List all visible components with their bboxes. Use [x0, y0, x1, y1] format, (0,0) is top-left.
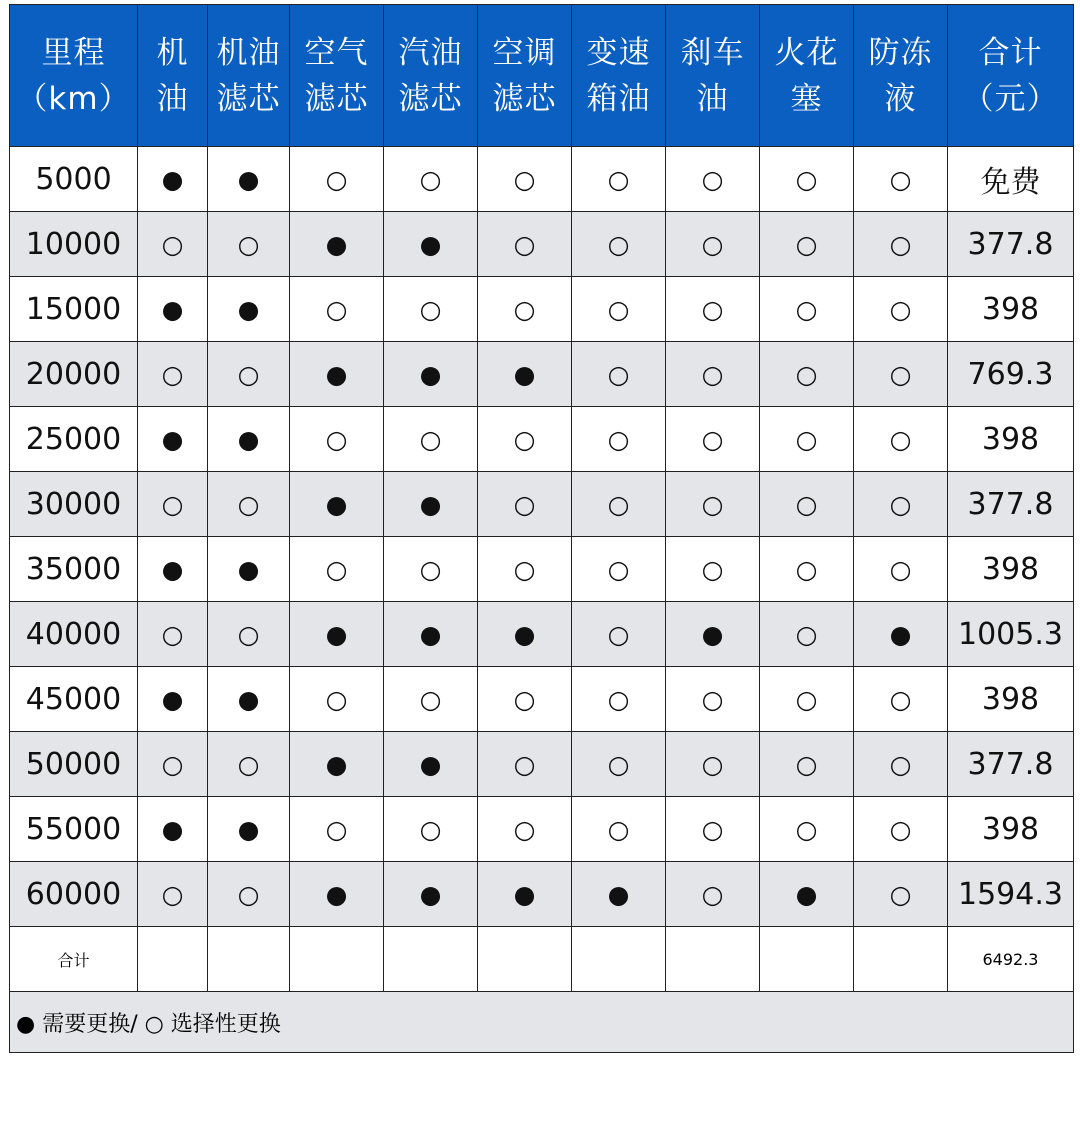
service-mark-engine-oil: ● [138, 407, 208, 472]
header-oil-filter [208, 5, 290, 147]
service-mark-brake-fluid: ○ [666, 342, 760, 407]
empty-cell [138, 927, 208, 992]
mileage-cell: 55000 [10, 797, 138, 862]
mileage-cell: 60000 [10, 862, 138, 927]
service-mark-transmission-oil: ○ [572, 667, 666, 732]
mileage-cell: 20000 [10, 342, 138, 407]
empty-cell [854, 927, 948, 992]
mileage-cell: 30000 [10, 472, 138, 537]
service-mark-fuel-filter: ○ [384, 667, 478, 732]
service-mark-spark-plug: ○ [760, 147, 854, 212]
service-mark-transmission-oil: ● [572, 862, 666, 927]
maintenance-table [9, 4, 1074, 1053]
header-line: 油 [156, 80, 189, 117]
header-brake-fluid [666, 5, 760, 147]
cost-cell: 398 [948, 407, 1074, 472]
service-mark-brake-fluid: ○ [666, 472, 760, 537]
cost-cell: 377.8 [948, 212, 1074, 277]
header-row [10, 5, 1074, 147]
mileage-cell: 5000 [10, 147, 138, 212]
table-row [10, 212, 1074, 277]
service-mark-air-filter: ● [290, 212, 384, 277]
service-mark-fuel-filter: ○ [384, 407, 478, 472]
service-mark-engine-oil: ○ [138, 862, 208, 927]
service-mark-antifreeze: ○ [854, 667, 948, 732]
service-mark-air-filter: ● [290, 472, 384, 537]
table-row [10, 667, 1074, 732]
service-mark-spark-plug: ● [760, 862, 854, 927]
service-mark-antifreeze: ○ [854, 797, 948, 862]
service-mark-engine-oil: ○ [138, 212, 208, 277]
empty-cell [384, 927, 478, 992]
service-mark-air-filter: ○ [290, 537, 384, 602]
empty-cell [572, 927, 666, 992]
service-mark-antifreeze: ○ [854, 147, 948, 212]
service-mark-brake-fluid: ● [666, 602, 760, 667]
empty-cell [208, 927, 290, 992]
service-mark-spark-plug: ○ [760, 212, 854, 277]
service-mark-oil-filter: ○ [208, 602, 290, 667]
service-mark-spark-plug: ○ [760, 667, 854, 732]
service-mark-fuel-filter: ○ [384, 277, 478, 342]
cost-cell: 769.3 [948, 342, 1074, 407]
header-line: 合计 [978, 34, 1043, 71]
table-row [10, 472, 1074, 537]
service-mark-air-filter: ○ [290, 797, 384, 862]
service-mark-oil-filter: ● [208, 147, 290, 212]
table-row [10, 537, 1074, 602]
service-mark-fuel-filter: ● [384, 602, 478, 667]
service-mark-ac-filter: ○ [478, 797, 572, 862]
service-mark-oil-filter: ● [208, 537, 290, 602]
service-mark-ac-filter: ○ [478, 407, 572, 472]
empty-cell [760, 927, 854, 992]
header-line: 机 [156, 34, 189, 71]
header-line: 防冻 [868, 34, 933, 71]
service-mark-air-filter: ○ [290, 667, 384, 732]
service-mark-air-filter: ● [290, 732, 384, 797]
service-mark-brake-fluid: ○ [666, 797, 760, 862]
service-mark-transmission-oil: ○ [572, 472, 666, 537]
header-line: 机油 [216, 34, 281, 71]
service-mark-brake-fluid: ○ [666, 212, 760, 277]
mileage-cell: 10000 [10, 212, 138, 277]
service-mark-fuel-filter: ● [384, 732, 478, 797]
table-row [10, 797, 1074, 862]
service-mark-transmission-oil: ○ [572, 407, 666, 472]
service-mark-transmission-oil: ○ [572, 277, 666, 342]
service-mark-engine-oil: ● [138, 797, 208, 862]
header-line: 火花 [774, 34, 839, 71]
header-line: （元） [962, 80, 1059, 117]
service-mark-spark-plug: ○ [760, 537, 854, 602]
service-mark-ac-filter: ● [478, 602, 572, 667]
header-line: 箱油 [586, 80, 651, 117]
service-mark-engine-oil: ● [138, 667, 208, 732]
mileage-cell: 50000 [10, 732, 138, 797]
table-row [10, 732, 1074, 797]
mileage-cell: 35000 [10, 537, 138, 602]
total-label: 合计 [10, 927, 138, 992]
service-mark-antifreeze: ● [854, 602, 948, 667]
service-mark-air-filter: ● [290, 602, 384, 667]
service-mark-transmission-oil: ○ [572, 342, 666, 407]
header-spark-plug [760, 5, 854, 147]
table-row [10, 862, 1074, 927]
service-mark-spark-plug: ○ [760, 732, 854, 797]
service-mark-transmission-oil: ○ [572, 602, 666, 667]
header-line: 变速 [586, 34, 651, 71]
cost-cell: 398 [948, 537, 1074, 602]
cost-cell: 免费 [948, 147, 1074, 212]
header-antifreeze [854, 5, 948, 147]
service-mark-spark-plug: ○ [760, 407, 854, 472]
service-mark-oil-filter: ● [208, 277, 290, 342]
service-mark-brake-fluid: ○ [666, 147, 760, 212]
header-line: 滤芯 [216, 80, 281, 117]
service-mark-transmission-oil: ○ [572, 797, 666, 862]
cost-cell: 398 [948, 277, 1074, 342]
header-air-filter [290, 5, 384, 147]
service-mark-oil-filter: ● [208, 407, 290, 472]
service-mark-spark-plug: ○ [760, 602, 854, 667]
service-mark-engine-oil: ● [138, 277, 208, 342]
service-mark-air-filter: ● [290, 862, 384, 927]
service-mark-transmission-oil: ○ [572, 147, 666, 212]
header-line: 液 [884, 80, 917, 117]
service-mark-antifreeze: ○ [854, 862, 948, 927]
header-line: 空调 [492, 34, 557, 71]
service-mark-ac-filter: ○ [478, 732, 572, 797]
service-mark-spark-plug: ○ [760, 342, 854, 407]
service-mark-antifreeze: ○ [854, 537, 948, 602]
service-mark-oil-filter: ● [208, 667, 290, 732]
header-total-cost [948, 5, 1074, 147]
service-mark-transmission-oil: ○ [572, 732, 666, 797]
cost-cell: 1005.3 [948, 602, 1074, 667]
service-mark-air-filter: ○ [290, 407, 384, 472]
service-mark-brake-fluid: ○ [666, 862, 760, 927]
table-row [10, 407, 1074, 472]
mileage-cell: 40000 [10, 602, 138, 667]
header-line: 滤芯 [304, 80, 369, 117]
mileage-cell: 45000 [10, 667, 138, 732]
service-mark-air-filter: ○ [290, 147, 384, 212]
service-mark-ac-filter: ○ [478, 472, 572, 537]
service-mark-ac-filter: ○ [478, 147, 572, 212]
service-mark-fuel-filter: ● [384, 212, 478, 277]
service-mark-engine-oil: ○ [138, 732, 208, 797]
service-mark-oil-filter: ● [208, 797, 290, 862]
header-line: 刹车 [680, 34, 745, 71]
service-mark-fuel-filter: ○ [384, 797, 478, 862]
service-mark-antifreeze: ○ [854, 277, 948, 342]
service-mark-air-filter: ● [290, 342, 384, 407]
service-mark-oil-filter: ○ [208, 862, 290, 927]
header-engine-oil [138, 5, 208, 147]
service-mark-ac-filter: ● [478, 862, 572, 927]
service-mark-antifreeze: ○ [854, 472, 948, 537]
service-mark-engine-oil: ● [138, 147, 208, 212]
mileage-cell: 25000 [10, 407, 138, 472]
table-row [10, 147, 1074, 212]
service-mark-fuel-filter: ○ [384, 147, 478, 212]
header-line: 汽油 [398, 34, 463, 71]
header-line: 塞 [790, 80, 823, 117]
cost-cell: 377.8 [948, 732, 1074, 797]
service-mark-ac-filter: ○ [478, 277, 572, 342]
header-line: 滤芯 [492, 80, 557, 117]
header-line: 油 [696, 80, 729, 117]
service-mark-fuel-filter: ● [384, 472, 478, 537]
legend-row [10, 992, 1074, 1053]
header-line: 空气 [304, 34, 369, 71]
header-fuel-filter [384, 5, 478, 147]
table-row [10, 342, 1074, 407]
header-line: 里程 [41, 34, 106, 71]
empty-cell [478, 927, 572, 992]
table-row [10, 277, 1074, 342]
service-mark-brake-fluid: ○ [666, 407, 760, 472]
service-mark-fuel-filter: ○ [384, 537, 478, 602]
table-body [10, 147, 1074, 927]
service-mark-ac-filter: ○ [478, 537, 572, 602]
total-row [10, 927, 1074, 992]
table-row [10, 602, 1074, 667]
service-mark-antifreeze: ○ [854, 732, 948, 797]
service-mark-antifreeze: ○ [854, 212, 948, 277]
service-mark-brake-fluid: ○ [666, 537, 760, 602]
maintenance-schedule [9, 4, 1073, 1053]
service-mark-oil-filter: ○ [208, 472, 290, 537]
service-mark-engine-oil: ○ [138, 472, 208, 537]
service-mark-engine-oil: ○ [138, 602, 208, 667]
service-mark-oil-filter: ○ [208, 212, 290, 277]
legend-text: ● 需要更换/ ○ 选择性更换 [10, 992, 1074, 1053]
cost-cell: 398 [948, 667, 1074, 732]
service-mark-brake-fluid: ○ [666, 732, 760, 797]
service-mark-ac-filter: ○ [478, 667, 572, 732]
header-line: （km） [16, 80, 131, 117]
cost-cell: 1594.3 [948, 862, 1074, 927]
empty-cell [290, 927, 384, 992]
mileage-cell: 15000 [10, 277, 138, 342]
service-mark-engine-oil: ○ [138, 342, 208, 407]
service-mark-oil-filter: ○ [208, 342, 290, 407]
service-mark-antifreeze: ○ [854, 407, 948, 472]
service-mark-spark-plug: ○ [760, 277, 854, 342]
header-line: 滤芯 [398, 80, 463, 117]
cost-cell: 377.8 [948, 472, 1074, 537]
service-mark-brake-fluid: ○ [666, 667, 760, 732]
service-mark-transmission-oil: ○ [572, 212, 666, 277]
service-mark-engine-oil: ● [138, 537, 208, 602]
service-mark-spark-plug: ○ [760, 472, 854, 537]
empty-cell [666, 927, 760, 992]
header-mileage [10, 5, 138, 147]
total-value: 6492.3 [948, 927, 1074, 992]
service-mark-fuel-filter: ● [384, 862, 478, 927]
service-mark-ac-filter: ○ [478, 212, 572, 277]
service-mark-ac-filter: ● [478, 342, 572, 407]
header-transmission-oil [572, 5, 666, 147]
service-mark-spark-plug: ○ [760, 797, 854, 862]
service-mark-oil-filter: ○ [208, 732, 290, 797]
service-mark-antifreeze: ○ [854, 342, 948, 407]
service-mark-fuel-filter: ● [384, 342, 478, 407]
cost-cell: 398 [948, 797, 1074, 862]
header-ac-filter [478, 5, 572, 147]
service-mark-air-filter: ○ [290, 277, 384, 342]
service-mark-transmission-oil: ○ [572, 537, 666, 602]
service-mark-brake-fluid: ○ [666, 277, 760, 342]
